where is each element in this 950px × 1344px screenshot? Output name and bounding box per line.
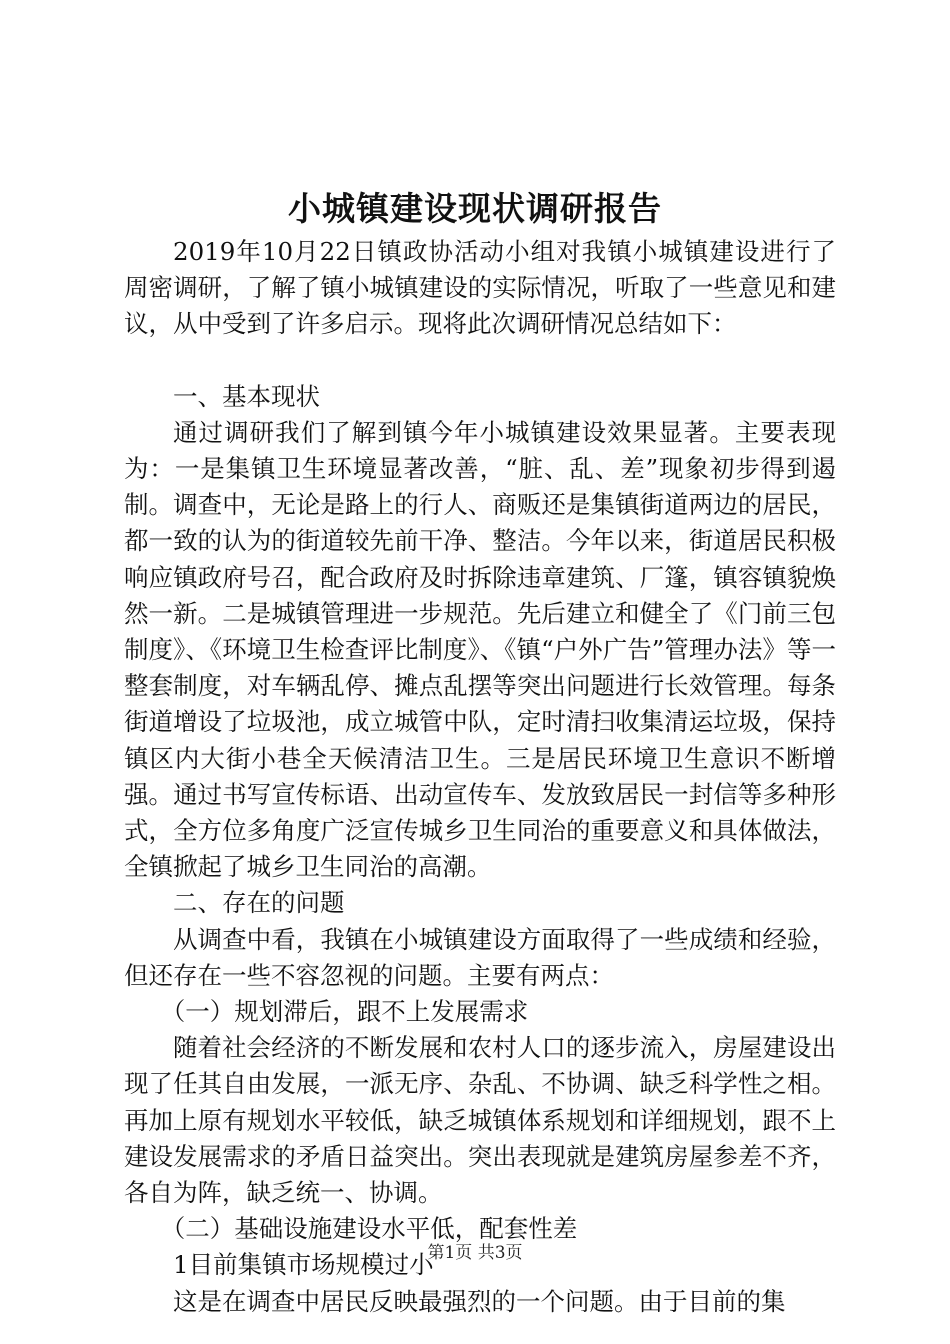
problems-intro-paragraph: 从调查中看，我镇在小城镇建设方面取得了一些成绩和经验，但还存在一些不容忽视的问题。主要有两点： — [124, 924, 836, 990]
subheading-infrastructure: （二）基础设施建设水平低，配套性差 — [160, 1214, 578, 1244]
intro-paragraph: 2019年10月22日镇政协活动小组对我镇小城镇建设进行了周密调研，了解了镇小城镇建设的实际情况，听取了一些意见和建议，从中受到了许多启示。现将此次调研情况总结如下： — [124, 237, 836, 339]
planning-paragraph: 随着社会经济的不断发展和农村人口的逐步流入，房屋建设出现了任其自由发展，一派无序、杂乱、不协调、缺乏科学性之相。再加上原有规划水平较低，缺乏城镇体系规划和详细规划，跟不上建设发展需求的矛盾日益突出。突出表现就是建筑房屋参差不齐，各自为阵，缺乏统一、协调。 — [124, 1033, 836, 1208]
basic-status-paragraph: 通过调研我们了解到镇今年小城镇建设效果显著。主要表现为：一是集镇卫生环境显著改善，“脏、乱、差”现象初步得到遏制。调查中，无论是路上的行人、商贩还是集镇街道两边的居民，都一致的认为的街道较先前干净、整洁。今年以来，街道居民积极响应镇政府号召，配合政府及时拆除违章建筑、厂篷，镇容镇貌焕然一新。二是城镇管理进一步规范。先后建立和健全了《门前三包制度》、《环境卫生检查评比制度》、《镇“户外广告”管理办法》等一整套制度，对车辆乱停、摊点乱摆等突出问题进行长效管理。每条街道增设了垃圾池，成立城管中队，定时清扫收集清运垃圾，保持镇区内大街小巷全天候清洁卫生。三是居民环境卫生意识不断增强。通过书写宣传标语、出动宣传车、发放致居民一封信等多种形式，全方位多角度广泛宣传城乡卫生同治的重要意义和具体做法，全镇掀起了城乡卫生同治的高潮。 — [124, 417, 836, 882]
document-body — [124, 234, 836, 1320]
market-scale-paragraph: 这是在调查中居民反映最强烈的一个问题。由于目前的集 — [173, 1286, 786, 1316]
subheading-market-scale: 1目前集镇市场规模过小 — [173, 1250, 434, 1280]
section-heading-problems: 二、存在的问题 — [173, 888, 345, 918]
document-title: 小城镇建设现状调研报告 — [288, 189, 662, 228]
subheading-planning: （一）规划滞后，跟不上发展需求 — [160, 997, 529, 1027]
page-footer: 第1页 共3页 — [427, 1243, 523, 1263]
section-heading-basic-status: 一、基本现状 — [173, 381, 320, 411]
